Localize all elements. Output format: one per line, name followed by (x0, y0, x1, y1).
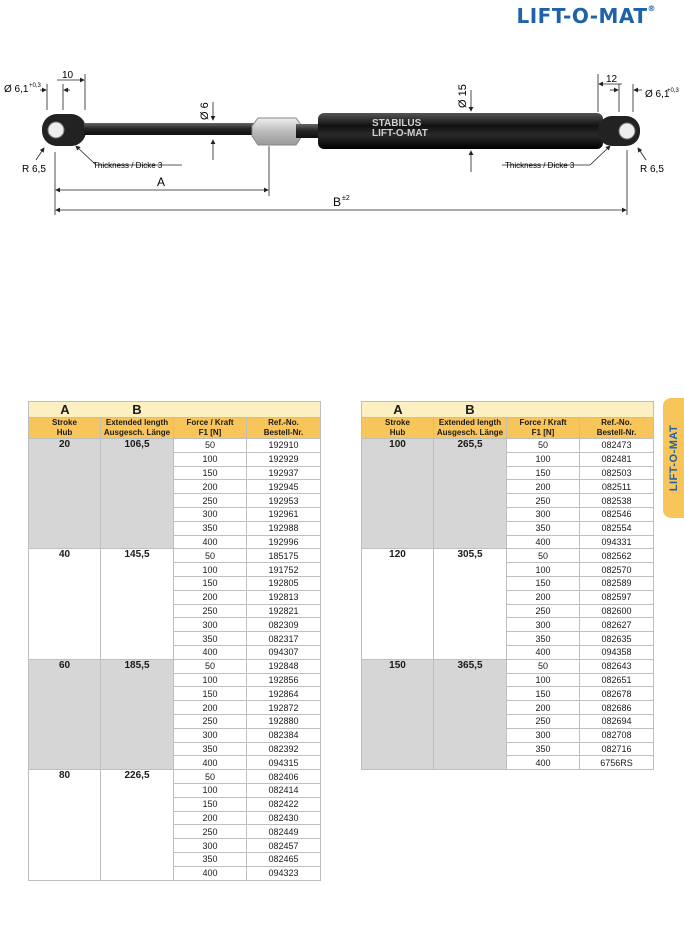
force-cell: 350 (174, 742, 247, 756)
table-row (362, 439, 654, 453)
force-cell: 200 (174, 701, 247, 715)
ref-no-cell: 082422 (247, 797, 321, 811)
col-b-label: B (465, 402, 475, 417)
side-tab-label: LIFT-O-MAT (667, 424, 680, 492)
dim-b-tol: ±2 (342, 195, 350, 202)
gas-spring-drawing (0, 60, 684, 220)
ref-no-cell: 082430 (247, 811, 321, 825)
ref-no-cell: 082465 (247, 852, 321, 866)
ref-no-cell: 082317 (247, 632, 321, 646)
ref-no-cell: 082511 (580, 480, 654, 494)
extended-length-header: Extended length Ausgesch. Länge (101, 418, 174, 439)
ref-no-cell: 082538 (580, 494, 654, 508)
force-cell: 300 (174, 507, 247, 521)
force-cell: 250 (174, 494, 247, 508)
ref-no-cell: 082716 (580, 742, 654, 756)
ref-no-cell: 082686 (580, 701, 654, 715)
piston-rod (84, 123, 269, 135)
force-cell: 50 (507, 439, 580, 453)
force-cell: 100 (507, 452, 580, 466)
extended-length-header: Extended length Ausgesch. Länge (434, 418, 507, 439)
ref-no-cell: 082503 (580, 466, 654, 480)
force-cell: 100 (174, 563, 247, 577)
ref-no-cell: 192872 (247, 701, 321, 715)
ref-no-cell: 082651 (580, 673, 654, 687)
force-cell: 150 (174, 466, 247, 480)
stroke-cell: 40 (29, 549, 101, 659)
cylinder-tube (318, 113, 603, 149)
ref-no-cell: 082554 (580, 521, 654, 535)
force-cell: 200 (174, 811, 247, 825)
ref-no-cell: 082708 (580, 728, 654, 742)
ref-no-cell: 192988 (247, 521, 321, 535)
force-cell: 350 (507, 521, 580, 535)
right-dia-label: Ø 6,1 (645, 89, 670, 100)
ref-no-cell: 185175 (247, 549, 321, 563)
left-radius-label: R 6,5 (22, 164, 46, 175)
force-cell: 250 (507, 604, 580, 618)
ref-no-cell: 082546 (580, 507, 654, 521)
table-row (362, 549, 654, 563)
ref-no-cell: 192945 (247, 480, 321, 494)
tube-dia-label: Ø 15 (457, 84, 469, 108)
ref-no-cell: 192805 (247, 576, 321, 590)
force-cell: 400 (507, 535, 580, 549)
stroke-cell: 20 (29, 439, 101, 549)
stroke-header: Stroke Hub (29, 418, 101, 439)
table-row (29, 659, 321, 673)
rod-dia-label: Ø 6 (199, 102, 211, 120)
thickness-right-label: Thickness / Dicke 3 (505, 161, 575, 170)
ref-no-cell: 082406 (247, 770, 321, 784)
extended-length-cell: 226,5 (101, 770, 174, 880)
table-header-ab (362, 402, 654, 418)
ref-no-cell: 082384 (247, 728, 321, 742)
force-cell: 50 (174, 549, 247, 563)
col-a-label: A (393, 402, 403, 417)
table-header-ab (29, 402, 321, 418)
force-cell: 350 (174, 521, 247, 535)
brand-name: LIFT-O-MAT (516, 4, 648, 28)
ref-no-cell: 094358 (580, 645, 654, 659)
ref-no-cell: 082597 (580, 590, 654, 604)
extended-length-cell: 365,5 (434, 659, 507, 769)
force-cell: 200 (507, 701, 580, 715)
force-cell: 350 (507, 632, 580, 646)
rod-fitting (252, 118, 302, 145)
thickness-left-label: Thickness / Dicke 3 (93, 161, 163, 170)
force-cell: 250 (507, 714, 580, 728)
ref-no-cell: 192961 (247, 507, 321, 521)
table-row (362, 659, 654, 673)
force-cell: 100 (507, 563, 580, 577)
force-cell: 300 (174, 728, 247, 742)
ref-no-cell: 082627 (580, 618, 654, 632)
force-cell: 200 (507, 480, 580, 494)
ref-no-cell: 094315 (247, 756, 321, 770)
ref-no-cell: 082457 (247, 839, 321, 853)
ref-no-cell: 192856 (247, 673, 321, 687)
force-cell: 200 (174, 590, 247, 604)
ref-no-cell: 082678 (580, 687, 654, 701)
col-b-label: B (132, 402, 142, 417)
extended-length-cell: 185,5 (101, 659, 174, 769)
force-cell: 350 (174, 852, 247, 866)
stroke-cell: 80 (29, 770, 101, 880)
left-width-label: 10 (62, 70, 74, 81)
force-cell: 50 (174, 770, 247, 784)
ref-no-cell: 082570 (580, 563, 654, 577)
force-cell: 100 (174, 452, 247, 466)
dim-b-label: B (333, 195, 342, 209)
force-cell: 250 (174, 604, 247, 618)
tube-print-stabilus: STABILUS (372, 118, 422, 129)
stroke-cell: 60 (29, 659, 101, 769)
ref-no-cell: 082589 (580, 576, 654, 590)
force-cell: 300 (507, 728, 580, 742)
ref-no-cell: 192929 (247, 452, 321, 466)
table-row (29, 549, 321, 563)
ref-no-cell: 192937 (247, 466, 321, 480)
force-cell: 300 (174, 618, 247, 632)
force-cell: 100 (174, 783, 247, 797)
force-cell: 150 (174, 687, 247, 701)
ref-no-cell: 192848 (247, 659, 321, 673)
ref-no-cell: 082600 (580, 604, 654, 618)
force-cell: 400 (174, 866, 247, 880)
force-cell: 50 (174, 439, 247, 453)
ref-no-cell: 082562 (580, 549, 654, 563)
ref-no-cell: 192910 (247, 439, 321, 453)
stroke-cell: 100 (362, 439, 434, 549)
force-header: Force / Kraft F1 [N] (174, 418, 247, 439)
table-row (29, 770, 321, 784)
left-dia-tol: +0,3 (29, 83, 41, 89)
force-cell: 350 (174, 632, 247, 646)
table-row (29, 439, 321, 453)
right-width-label: 12 (606, 74, 618, 85)
ref-no-cell: 094331 (580, 535, 654, 549)
force-cell: 100 (507, 673, 580, 687)
stroke-cell: 120 (362, 549, 434, 659)
ref-no-cell: 6756RS (580, 756, 654, 770)
force-cell: 150 (507, 576, 580, 590)
force-cell: 200 (507, 590, 580, 604)
ref-no-cell: 082392 (247, 742, 321, 756)
force-cell: 400 (174, 535, 247, 549)
stroke-header: Stroke Hub (362, 418, 434, 439)
right-eye (598, 116, 640, 146)
left-dia-label: Ø 6,1 (4, 84, 29, 95)
ref-no-cell: 192880 (247, 714, 321, 728)
col-a-label: A (60, 402, 70, 417)
extended-length-cell: 145,5 (101, 549, 174, 659)
ref-no-cell: 082481 (580, 452, 654, 466)
left-eye (42, 114, 86, 146)
spec-table-left (28, 401, 321, 881)
extended-length-cell: 106,5 (101, 439, 174, 549)
ref-no-cell: 192864 (247, 687, 321, 701)
extended-length-cell: 265,5 (434, 439, 507, 549)
brand-reg: ® (647, 4, 656, 13)
force-cell: 300 (174, 839, 247, 853)
ref-no-cell: 082449 (247, 825, 321, 839)
ref-no-cell: 192813 (247, 590, 321, 604)
force-cell: 400 (174, 645, 247, 659)
right-dia-tol: +0,3 (667, 88, 679, 94)
ref-no-cell: 082643 (580, 659, 654, 673)
stroke-cell: 150 (362, 659, 434, 769)
force-cell: 400 (174, 756, 247, 770)
force-cell: 50 (507, 659, 580, 673)
ref-no-cell: 082473 (580, 439, 654, 453)
extended-length-cell: 305,5 (434, 549, 507, 659)
force-cell: 150 (174, 576, 247, 590)
ref-no-cell: 082414 (247, 783, 321, 797)
ref-no-cell: 082694 (580, 714, 654, 728)
table-header-columns (29, 418, 321, 439)
ref-no-cell: 192821 (247, 604, 321, 618)
force-cell: 150 (507, 687, 580, 701)
force-cell: 300 (507, 618, 580, 632)
force-cell: 100 (174, 673, 247, 687)
ref-no-header: Ref.-No. Bestell-Nr. (247, 418, 321, 439)
force-cell: 250 (174, 714, 247, 728)
ref-no-cell: 082635 (580, 632, 654, 646)
right-radius-label: R 6,5 (640, 164, 664, 175)
brand-logo (517, 4, 657, 28)
dim-a-label: A (157, 175, 166, 189)
side-tab (663, 398, 684, 518)
force-cell: 250 (174, 825, 247, 839)
force-cell: 250 (507, 494, 580, 508)
table-header-columns (362, 418, 654, 439)
force-header: Force / Kraft F1 [N] (507, 418, 580, 439)
force-cell: 300 (507, 507, 580, 521)
ref-no-cell: 094307 (247, 645, 321, 659)
force-cell: 150 (507, 466, 580, 480)
force-cell: 400 (507, 756, 580, 770)
force-cell: 350 (507, 742, 580, 756)
ref-no-cell: 094323 (247, 866, 321, 880)
ref-no-header: Ref.-No. Bestell-Nr. (580, 418, 654, 439)
force-cell: 50 (507, 549, 580, 563)
ref-no-cell: 082309 (247, 618, 321, 632)
force-cell: 50 (174, 659, 247, 673)
force-cell: 400 (507, 645, 580, 659)
tube-print-liftomat: LIFT-O-MAT (372, 128, 428, 139)
ref-no-cell: 191752 (247, 563, 321, 577)
force-cell: 150 (174, 797, 247, 811)
ref-no-cell: 192996 (247, 535, 321, 549)
ref-no-cell: 192953 (247, 494, 321, 508)
spec-table-right (361, 401, 654, 770)
force-cell: 200 (174, 480, 247, 494)
